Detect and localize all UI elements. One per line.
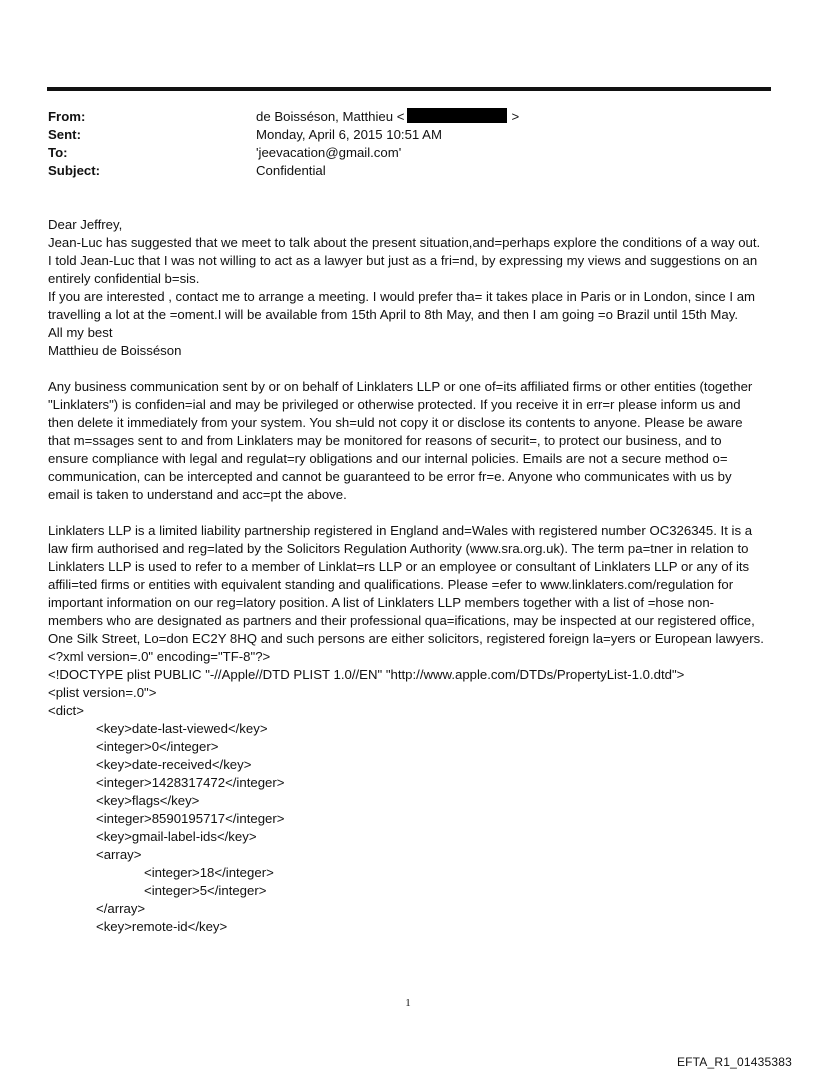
page-number: 1	[405, 997, 411, 1009]
xml-line: <plist version=.0">	[48, 685, 157, 700]
body-paragraph: Jean-Luc has suggested that we meet to talk about the present situation,and=perhaps explore the conditions of a way out.	[48, 235, 761, 250]
email-header	[48, 108, 748, 180]
document-id: EFTA_R1_01435383	[676, 1055, 792, 1069]
xml-line: <integer>8590195717</integer>	[96, 811, 285, 826]
subject-row	[48, 162, 748, 180]
xml-line: <integer>1428317472</integer>	[96, 775, 285, 790]
greeting: Dear Jeffrey,	[48, 217, 123, 232]
signature: Matthieu de Boisséson	[48, 343, 182, 358]
body-paragraph: If you are interested , contact me to arrange a meeting. I would prefer tha= it takes place in Paris or in London, since I am travelling a lot at the =oment.I will be available from 15th April to 8th May, and then I am going =o Brazil until 15th May.	[48, 289, 756, 322]
from-label: From:	[48, 109, 86, 124]
xml-line: <key>date-last-viewed</key>	[96, 721, 268, 736]
xml-line: <integer>5</integer>	[144, 883, 267, 898]
xml-line: <integer>0</integer>	[96, 739, 219, 754]
xml-line: <key>remote-id</key>	[96, 919, 228, 934]
subject-value: Confidential	[256, 163, 326, 178]
xml-line: <integer>18</integer>	[144, 865, 274, 880]
legal-paragraph: Linklaters LLP is a limited liability partnership registered in England and=Wales with registered number OC326345. It is a law firm authorised and reg=lated by the Solicitors Regulation Authority (www.sra.org.uk). The term pa=tner in relation to Linklaters LLP is used to refer to a member of Linklat=rs LLP or an employee or consultant of Linklaters LLP or any of its affili=ted firms or entities with equivalent standing and qualifications. Please =efer to www.linklaters.com/regulation for important information on our reg=latory position. A list of Linklaters LLP members together with a list of =hose non-members who are designated as partners and their professional qua=ifications, may be inspected at our registered office, One Silk Street, Lo=don EC2Y 8HQ and such persons are either solicitors, registered foreign la=yers or European lawyers.	[48, 523, 764, 646]
sent-row	[48, 126, 748, 144]
xml-line: <dict>	[48, 703, 84, 718]
redaction-box	[407, 108, 507, 123]
xml-line: <key>date-received</key>	[96, 757, 252, 772]
from-value: de Boisséson, Matthieu <	[256, 109, 405, 124]
to-label: To:	[48, 145, 68, 160]
xml-line: <!DOCTYPE plist PUBLIC "-//Apple//DTD PLIST 1.0//EN" "http://www.apple.com/DTDs/PropertyList-1.0.dtd">	[48, 667, 685, 682]
email-body	[48, 216, 764, 936]
sent-label: Sent:	[48, 127, 81, 142]
subject-label: Subject:	[48, 163, 101, 178]
closing: All my best	[48, 325, 113, 340]
from-row	[48, 108, 748, 126]
xml-block	[48, 648, 764, 936]
from-value-end: >	[511, 109, 520, 124]
sent-value: Monday, April 6, 2015 10:51 AM	[256, 127, 442, 142]
body-paragraph: I told Jean-Luc that I was not willing to act as a lawyer but just as a fri=nd, by expressing my views and suggestions on an entirely confidential b=sis.	[48, 253, 758, 286]
disclaimer-paragraph: Any business communication sent by or on behalf of Linklaters LLP or one of=its affiliated firms or other entities (together "Linklaters") is confiden=ial and may be privileged or otherwise protected. If you receive it in err=r please inform us and then delete it immediately from your system. You sh=uld not copy it or disclose its contents to anyone. Please be aware that m=ssages sent to and from Linklaters may be monitored for reasons of securit=, to protect our business, and to ensure compliance with legal and regulat=ry obligations and our internal policies. Emails are not a secure method o= communication, can be intercepted and cannot be guaranteed to be error fr=e. Anyone who communicates with us by email is taken to understand and acc=pt the above.	[48, 379, 753, 502]
xml-line: </array>	[96, 901, 146, 916]
xml-line: <array>	[96, 847, 142, 862]
to-row	[48, 144, 748, 162]
xml-line: <?xml version=.0" encoding="TF-8"?>	[48, 649, 271, 664]
header-rule	[47, 87, 771, 91]
xml-line: <key>flags</key>	[96, 793, 200, 808]
to-value: 'jeevacation@gmail.com'	[256, 145, 402, 160]
xml-line: <key>gmail-label-ids</key>	[96, 829, 257, 844]
